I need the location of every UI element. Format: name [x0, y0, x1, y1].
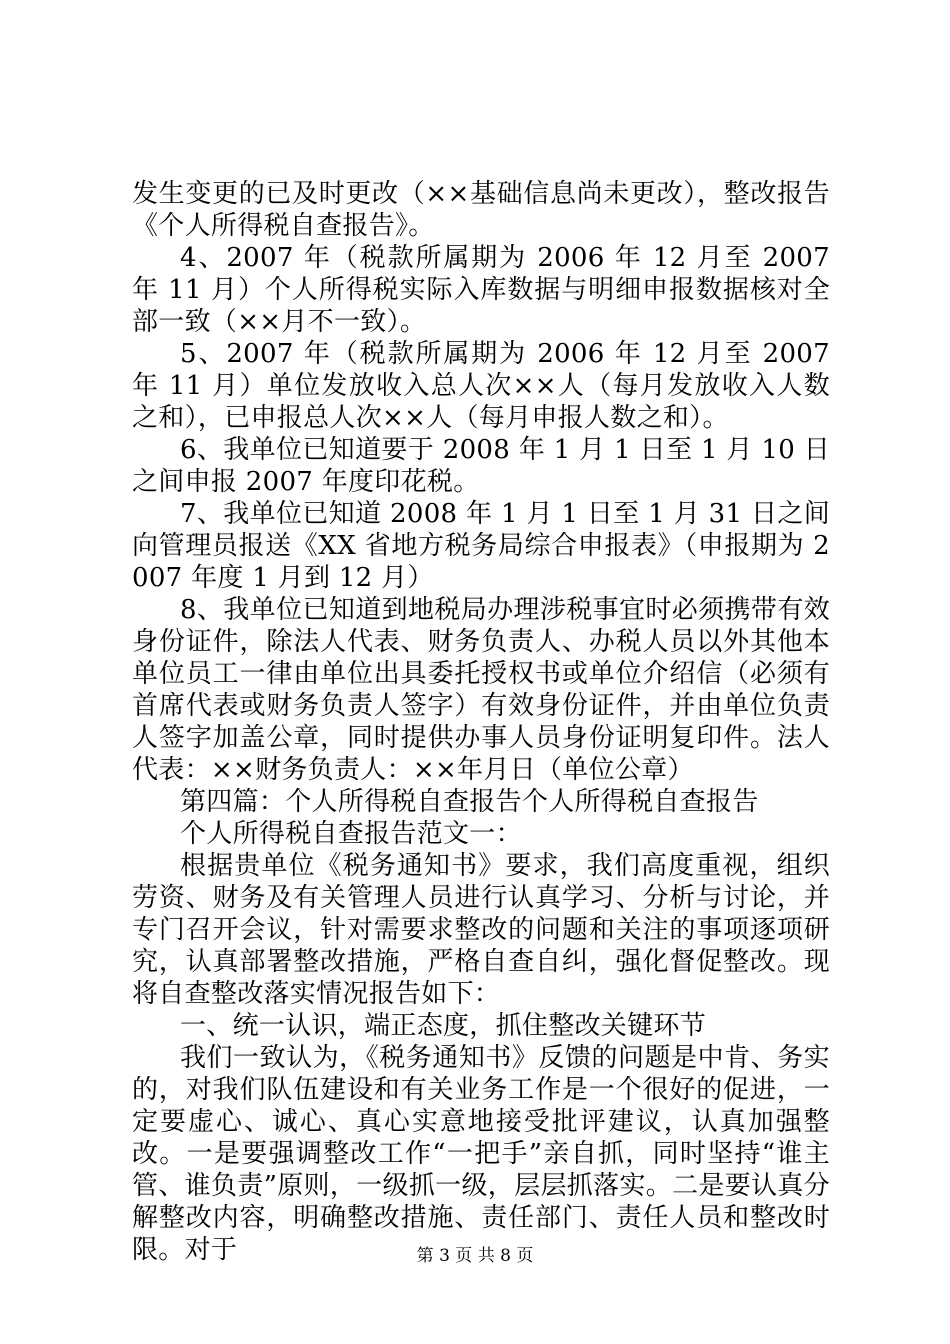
paragraph-item-8: 8、我单位已知道到地税局办理涉税事宜时必须携带有效身份证件，除法人代表、财务负责人、办税人员以外其他本单位员工一律由单位出具委托授权书或单位介绍信（必须有首席代表或财务负责人签字）有效身份证件，并由单位负责人签字加盖公章，同时提供办事人员身份证明复印件。法人代表：××财务负责人：××年月日（单位公章） — [132, 595, 830, 785]
paragraph-item-5: 5、2007 年（税款所属期为 2006 年 12 月至 2007 年 11 月）单位发放收入总人次××人（每月发放收入人数之和），已申报总人次××人（每月申报人数之和）。 — [132, 339, 830, 433]
page-number-footer: 第 3 页 共 8 页 — [416, 1246, 534, 1266]
paragraph-item-6: 6、我单位已知道要于 2008 年 1 月 1 日至 1 月 10 日之间申报 2007 年度印花税。 — [132, 435, 830, 497]
sample-heading: 个人所得税自查报告范文一： — [180, 819, 522, 849]
paragraph-item-4: 4、2007 年（税款所属期为 2006 年 12 月至 2007 年 11 月）个人所得税实际入库数据与明细申报数据核对全部一致（××月不一致）。 — [132, 243, 830, 337]
paragraph-body: 我们一致认为，《税务通知书》反馈的问题是中肯、务实的，对我们队伍建设和有关业务工作是一个很好的促进，一定要虚心、诚心、真心实意地接受批评建议，认真加强整改。一是要强调整改工作“一把手”亲自抓，同时坚持“谁主管、谁负责”原则，一级抓一级，层层抓落实。二是要认真分解整改内容，明确整改措施、责任部门、责任人员和整改时限。对于 — [132, 1043, 830, 1265]
section-heading-part-four: 第四篇：个人所得税自查报告个人所得税自查报告 — [180, 787, 759, 817]
paragraph-intro: 根据贵单位《税务通知书》要求，我们高度重视，组织劳资、财务及有关管理人员进行认真学习、分析与讨论，并专门召开会议，针对需要求整改的问题和关注的事项逐项研究，认真部署整改措施，严格自查自纠，强化督促整改。现将自查整改落实情况报告如下： — [132, 851, 830, 1009]
subheading-one: 一、统一认识，端正态度，抓住整改关键环节 — [180, 1011, 707, 1041]
document-body — [132, 178, 830, 1266]
paragraph-item-7: 7、我单位已知道 2008 年 1 月 1 日至 1 月 31 日之间向管理员报送《XX 省地方税务局综合申报表》（申报期为 2007 年度 1 月到 12 月） — [132, 499, 830, 593]
paragraph-continuation: 发生变更的已及时更改（××基础信息尚未更改），整改报告《个人所得税自查报告》。 — [132, 179, 830, 241]
